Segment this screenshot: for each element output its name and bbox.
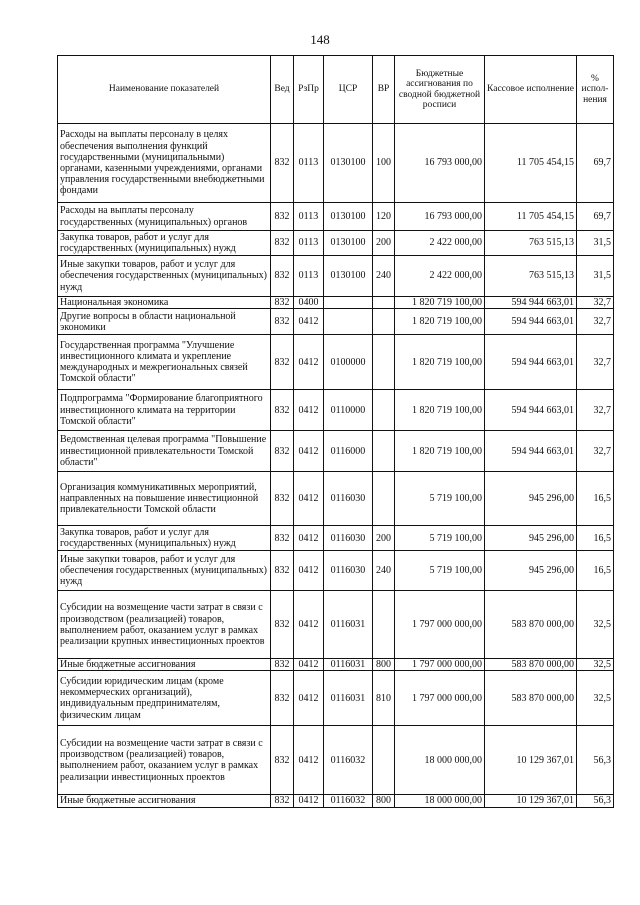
- row-vr: 200: [373, 231, 395, 256]
- row-csr: 0116000: [324, 431, 373, 472]
- row-csr: 0116031: [324, 591, 373, 659]
- row-vr: 100: [373, 124, 395, 203]
- row-name: Организация коммуникативных мероприятий, направленных на повышение инвестиционной привлекательности Томской области: [58, 472, 271, 526]
- header-csr: ЦСР: [324, 56, 373, 124]
- row-ved: 832: [271, 390, 294, 431]
- row-vr: [373, 472, 395, 526]
- row-ved: 832: [271, 591, 294, 659]
- row-ved: 832: [271, 203, 294, 231]
- row-csr: 0116030: [324, 551, 373, 591]
- row-assignment: 1 797 000 000,00: [395, 591, 485, 659]
- row-assignment: 1 797 000 000,00: [395, 659, 485, 671]
- row-name: Субсидии юридическим лицам (кроме некоммерческих организаций), индивидуальным предпринимателям, физическим лицам: [58, 671, 271, 726]
- row-assignment: 1 820 719 100,00: [395, 297, 485, 309]
- row-name: Иные бюджетные ассигнования: [58, 659, 271, 671]
- row-rzpr: 0412: [294, 671, 324, 726]
- header-assignments: Бюджетные ассигнования по сводной бюджетной росписи: [395, 56, 485, 124]
- table-row: [58, 335, 614, 390]
- row-ved: 832: [271, 671, 294, 726]
- row-rzpr: 0113: [294, 124, 324, 203]
- table-row: [58, 431, 614, 472]
- row-csr: 0110000: [324, 390, 373, 431]
- row-name: Иные бюджетные ассигнования: [58, 795, 271, 807]
- row-rzpr: 0412: [294, 659, 324, 671]
- row-ved: 832: [271, 795, 294, 807]
- row-name: Закупка товаров, работ и услуг для государственных (муниципальных) нужд: [58, 231, 271, 256]
- row-assignment: 1 797 000 000,00: [395, 671, 485, 726]
- row-percent: 56,3: [577, 795, 614, 807]
- row-rzpr: 0412: [294, 309, 324, 335]
- row-cash: 594 944 663,01: [485, 297, 577, 309]
- row-assignment: 2 422 000,00: [395, 231, 485, 256]
- row-name: Другие вопросы в области национальной экономики: [58, 309, 271, 335]
- row-rzpr: 0412: [294, 335, 324, 390]
- row-cash: 10 129 367,01: [485, 726, 577, 795]
- header-name: Наименование показателей: [58, 56, 271, 124]
- table-row: [58, 256, 614, 297]
- row-ved: 832: [271, 431, 294, 472]
- row-assignment: 5 719 100,00: [395, 472, 485, 526]
- row-percent: 32,5: [577, 671, 614, 726]
- row-rzpr: 0113: [294, 231, 324, 256]
- row-ved: 832: [271, 335, 294, 390]
- row-rzpr: 0412: [294, 726, 324, 795]
- row-percent: 16,5: [577, 551, 614, 591]
- row-rzpr: 0412: [294, 795, 324, 807]
- row-vr: [373, 431, 395, 472]
- row-vr: 800: [373, 795, 395, 807]
- row-cash: 945 296,00: [485, 472, 577, 526]
- table-row: [58, 297, 614, 309]
- row-ved: 832: [271, 526, 294, 551]
- row-cash: 763 515,13: [485, 231, 577, 256]
- row-rzpr: 0400: [294, 297, 324, 309]
- row-percent: 32,5: [577, 591, 614, 659]
- row-cash: 11 705 454,15: [485, 124, 577, 203]
- row-cash: 945 296,00: [485, 551, 577, 591]
- row-csr: 0116031: [324, 671, 373, 726]
- table-row: [58, 390, 614, 431]
- row-vr: 200: [373, 526, 395, 551]
- row-vr: 240: [373, 256, 395, 297]
- row-rzpr: 0412: [294, 431, 324, 472]
- row-vr: [373, 335, 395, 390]
- table-row: [58, 659, 614, 671]
- row-csr: 0116032: [324, 726, 373, 795]
- table-row: [58, 551, 614, 591]
- row-name: Государственная программа "Улучшение инвестиционного климата и укрепление международных и межрегиональных связей Томской области": [58, 335, 271, 390]
- row-vr: 800: [373, 659, 395, 671]
- row-csr: [324, 297, 373, 309]
- row-name: Национальная экономика: [58, 297, 271, 309]
- row-vr: [373, 591, 395, 659]
- row-percent: 16,5: [577, 526, 614, 551]
- table-row: [58, 795, 614, 807]
- row-csr: 0130100: [324, 256, 373, 297]
- row-vr: [373, 390, 395, 431]
- row-csr: 0130100: [324, 231, 373, 256]
- row-rzpr: 0412: [294, 390, 324, 431]
- row-assignment: 2 422 000,00: [395, 256, 485, 297]
- row-percent: 32,7: [577, 390, 614, 431]
- row-cash: 11 705 454,15: [485, 203, 577, 231]
- row-assignment: 1 820 719 100,00: [395, 390, 485, 431]
- row-vr: 120: [373, 203, 395, 231]
- row-vr: 240: [373, 551, 395, 591]
- row-csr: 0116031: [324, 659, 373, 671]
- row-ved: 832: [271, 231, 294, 256]
- row-vr: [373, 726, 395, 795]
- row-csr: 0116032: [324, 795, 373, 807]
- row-name: Иные закупки товаров, работ и услуг для обеспечения государственных (муниципальных) нужд: [58, 551, 271, 591]
- row-name: Подпрограмма "Формирование благоприятного инвестиционного климата на территории Томской области": [58, 390, 271, 431]
- row-csr: 0130100: [324, 203, 373, 231]
- row-vr: [373, 309, 395, 335]
- row-assignment: 1 820 719 100,00: [395, 335, 485, 390]
- row-cash: 763 515,13: [485, 256, 577, 297]
- row-assignment: 5 719 100,00: [395, 526, 485, 551]
- row-percent: 32,5: [577, 659, 614, 671]
- row-rzpr: 0412: [294, 526, 324, 551]
- row-csr: 0100000: [324, 335, 373, 390]
- header-rzpr: РзПр: [294, 56, 324, 124]
- table-row: [58, 526, 614, 551]
- row-assignment: 5 719 100,00: [395, 551, 485, 591]
- row-name: Расходы на выплаты персоналу в целях обеспечения выполнения функций государственными (муниципальными) органами, казенными учреждениями, органами управления государственными внебюджетными фондами: [58, 124, 271, 203]
- row-cash: 594 944 663,01: [485, 309, 577, 335]
- row-assignment: 18 000 000,00: [395, 726, 485, 795]
- table-row: [58, 472, 614, 526]
- table-body: [58, 124, 614, 808]
- row-assignment: 16 793 000,00: [395, 203, 485, 231]
- budget-execution-table: [57, 55, 614, 808]
- row-cash: 583 870 000,00: [485, 671, 577, 726]
- table-row: [58, 124, 614, 203]
- header-ved: Вед: [271, 56, 294, 124]
- row-ved: 832: [271, 472, 294, 526]
- row-cash: 583 870 000,00: [485, 591, 577, 659]
- row-assignment: 1 820 719 100,00: [395, 309, 485, 335]
- row-cash: 594 944 663,01: [485, 335, 577, 390]
- row-assignment: 16 793 000,00: [395, 124, 485, 203]
- row-assignment: 18 000 000,00: [395, 795, 485, 807]
- row-cash: 594 944 663,01: [485, 390, 577, 431]
- row-name: Ведомственная целевая программа "Повышение инвестиционной привлекательности Томской области": [58, 431, 271, 472]
- row-percent: 31,5: [577, 256, 614, 297]
- row-percent: 69,7: [577, 124, 614, 203]
- table-row: [58, 671, 614, 726]
- row-name: Субсидии на возмещение части затрат в связи с производством (реализацией) товаров, выполнением работ, оказанием услуг в рамках реализации крупных инвестиционных проектов: [58, 591, 271, 659]
- row-percent: 32,7: [577, 309, 614, 335]
- row-rzpr: 0412: [294, 551, 324, 591]
- table-row: [58, 309, 614, 335]
- header-cash: Кассовое исполнение: [485, 56, 577, 124]
- row-cash: 10 129 367,01: [485, 795, 577, 807]
- row-vr: [373, 297, 395, 309]
- header-percent: % испол-нения: [577, 56, 614, 124]
- row-name: Закупка товаров, работ и услуг для государственных (муниципальных) нужд: [58, 526, 271, 551]
- row-percent: 32,7: [577, 335, 614, 390]
- row-ved: 832: [271, 659, 294, 671]
- row-csr: 0130100: [324, 124, 373, 203]
- row-rzpr: 0412: [294, 472, 324, 526]
- row-rzpr: 0113: [294, 256, 324, 297]
- table-row: [58, 231, 614, 256]
- row-csr: 0116030: [324, 472, 373, 526]
- header-vr: ВР: [373, 56, 395, 124]
- table-row: [58, 591, 614, 659]
- row-cash: 945 296,00: [485, 526, 577, 551]
- table-row: [58, 726, 614, 795]
- row-name: Субсидии на возмещение части затрат в связи с производством (реализацией) товаров, выполнением работ, оказанием услуг в рамках реализации инвестиционных проектов: [58, 726, 271, 795]
- row-percent: 16,5: [577, 472, 614, 526]
- row-name: Иные закупки товаров, работ и услуг для обеспечения государственных (муниципальных) нужд: [58, 256, 271, 297]
- row-vr: 810: [373, 671, 395, 726]
- row-assignment: 1 820 719 100,00: [395, 431, 485, 472]
- row-name: Расходы на выплаты персоналу государственных (муниципальных) органов: [58, 203, 271, 231]
- row-ved: 832: [271, 256, 294, 297]
- row-rzpr: 0412: [294, 591, 324, 659]
- row-ved: 832: [271, 551, 294, 591]
- row-percent: 32,7: [577, 297, 614, 309]
- row-ved: 832: [271, 309, 294, 335]
- row-percent: 32,7: [577, 431, 614, 472]
- row-percent: 69,7: [577, 203, 614, 231]
- page-number: 148: [310, 32, 330, 47]
- table-header-row: [58, 56, 614, 124]
- row-csr: [324, 309, 373, 335]
- row-ved: 832: [271, 726, 294, 795]
- row-ved: 832: [271, 124, 294, 203]
- row-csr: 0116030: [324, 526, 373, 551]
- row-cash: 583 870 000,00: [485, 659, 577, 671]
- row-percent: 56,3: [577, 726, 614, 795]
- row-cash: 594 944 663,01: [485, 431, 577, 472]
- table-row: [58, 203, 614, 231]
- row-ved: 832: [271, 297, 294, 309]
- row-percent: 31,5: [577, 231, 614, 256]
- row-rzpr: 0113: [294, 203, 324, 231]
